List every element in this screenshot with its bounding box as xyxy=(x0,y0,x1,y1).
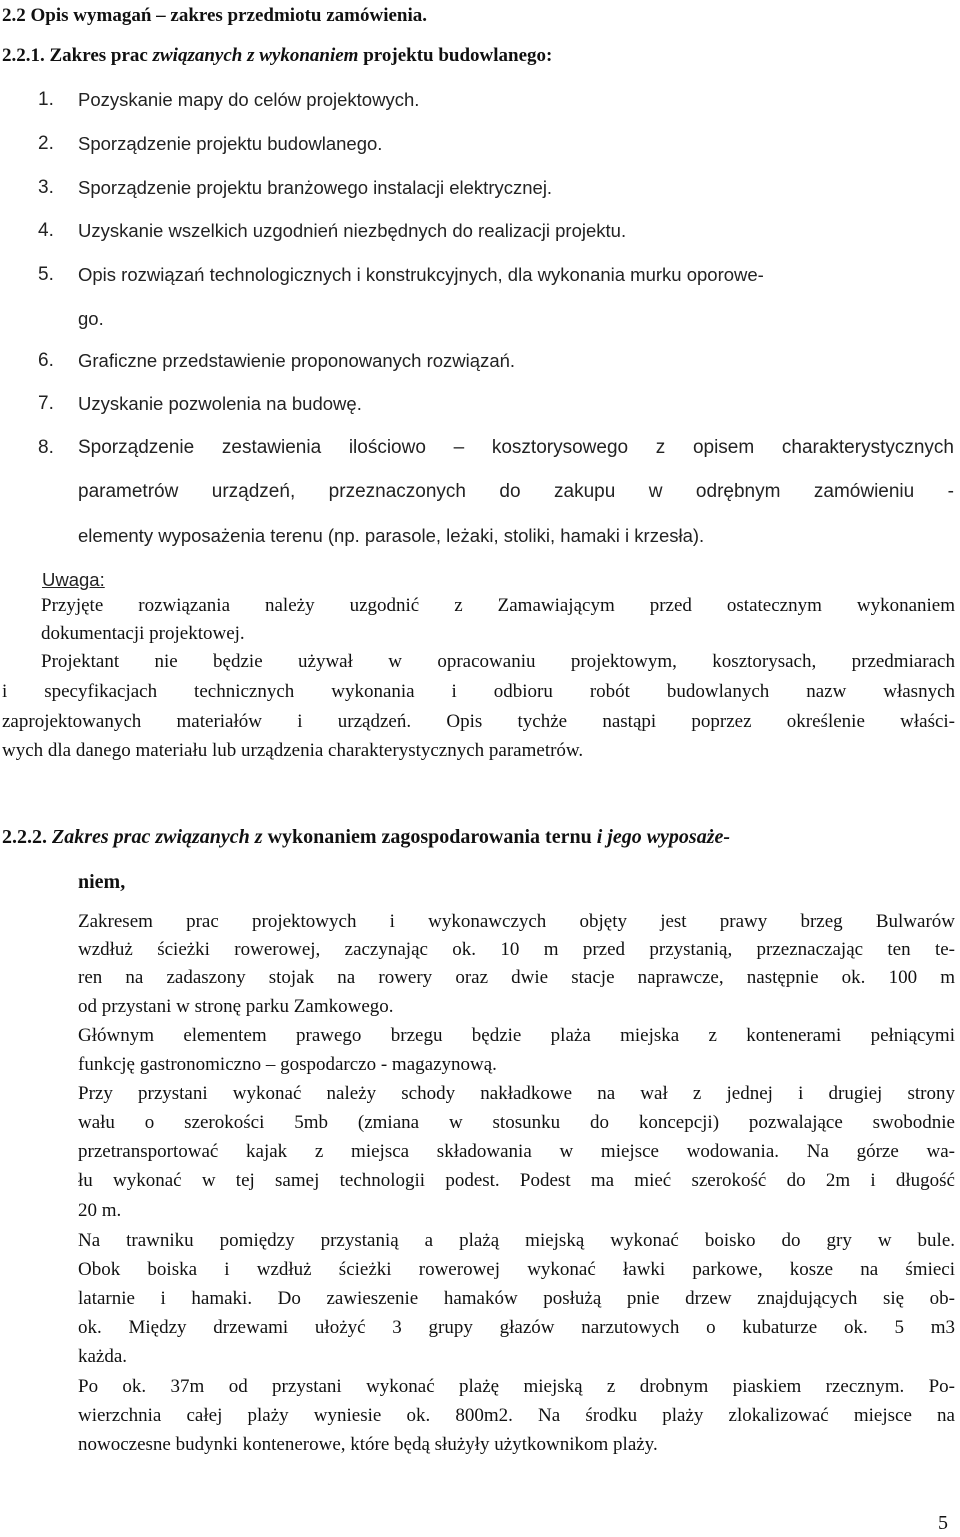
heading-number: 2.2.2. xyxy=(2,826,47,848)
note-line: Przyjęte rozwiązania należy uzgodnić z Zamawiającym przed ostatecznym wykonaniem xyxy=(41,595,955,616)
body-line: ok. Między drzewami ułożyć 3 grupy głazów narzutowych o kubaturze ok. 5 m3 xyxy=(78,1317,955,1338)
note-line: wych dla danego materiału lub urządzenia charakterystycznych parametrów. xyxy=(2,740,584,761)
body-line: Głównym elementem prawego brzegu będzie plaża miejska z kontenerami pełniącymi xyxy=(78,1025,955,1046)
note-label: Uwaga: xyxy=(42,569,105,590)
list-item: Uzyskanie wszelkich uzgodnień niezbędnych do realizacji projektu. xyxy=(78,220,627,241)
list-number: 1. xyxy=(38,89,54,110)
body-line: każda. xyxy=(78,1346,128,1367)
heading-text-2: projektu budowlanego: xyxy=(358,45,553,66)
heading-text-italic: i jego wyposaże- xyxy=(591,826,731,848)
body-line: nowoczesne budynki kontenerowe, które będą służyły użytkownikom plaży. xyxy=(78,1434,658,1455)
body-line: Przy przystani wykonać należy schody nakładkowe na wał z jednej i drugiej strony xyxy=(78,1083,955,1104)
section-heading-2-2: 2.2 Opis wymagań – zakres przedmiotu zamówienia. xyxy=(2,5,428,26)
list-item: Sporządzenie projektu branżowego instalacji elektrycznej. xyxy=(78,177,553,198)
body-line: Na trawniku pomiędzy przystanią a plażą miejską wykonać boisko do gry w bule. xyxy=(78,1230,955,1251)
note-line: zaprojektowanych materiałów i urządzeń. Opis tychże nastąpi poprzez określenie właści- xyxy=(2,711,955,732)
list-number: 2. xyxy=(38,133,54,154)
heading-text-bold: wykonaniem zagospodarowania ternu xyxy=(262,826,592,848)
list-number: 5. xyxy=(38,264,54,285)
body-line: przetransportować kajak z miejsca składowania w miejsce wodowania. Na górze wa- xyxy=(78,1141,955,1162)
body-line: latarnie i hamaki. Do zawieszenie hamaków posłużą pnie drzew znajdujących się ob- xyxy=(78,1288,955,1309)
body-line: ren na zadaszony stojak na rowery oraz dwie stacje naprawcze, następnie ok. 100 m xyxy=(78,967,955,988)
body-line: wału o szerokości 5mb (zmiana w stosunku do koncepcji) pozwalające swobodnie xyxy=(78,1112,955,1133)
body-line: funkcję gastronomiczno – gospodarczo - magazynową. xyxy=(78,1054,497,1075)
note-line: i specyfikacjach technicznych wykonania i odbioru robót budowlanych nazw własnych xyxy=(2,681,955,702)
list-item-continuation: elementy wyposażenia terenu (np. parasole, leżaki, stoliki, hamaki i krzesła). xyxy=(78,525,705,546)
list-number: 8. xyxy=(38,437,54,458)
heading-continuation: niem, xyxy=(78,871,126,893)
heading-text-italic: Zakres prac związanych z xyxy=(47,826,263,848)
body-line: Po ok. 37m od przystani wykonać plażę miejską z drobnym piaskiem rzecznym. Po- xyxy=(78,1376,955,1397)
heading-text-1: Zakres prac xyxy=(44,45,153,66)
list-number: 7. xyxy=(38,393,54,414)
list-item: Uzyskanie pozwolenia na budowę. xyxy=(78,393,362,414)
list-item-continuation: parametrów urządzeń, przeznaczonych do zakupu w odrębnym zamówieniu - xyxy=(78,481,954,502)
body-line: od przystani w stronę parku Zamkowego. xyxy=(78,996,394,1017)
body-line: Obok boiska i wzdłuż ścieżki rowerowej wykonać ławki parkowe, kosze na śmieci xyxy=(78,1259,955,1280)
list-item: Sporządzenie zestawienia ilościowo – kosztorysowego z opisem charakterystycznych xyxy=(78,437,954,458)
list-item: Pozyskanie mapy do celów projektowych. xyxy=(78,89,420,110)
list-number: 4. xyxy=(38,220,54,241)
body-line: wzdłuż ścieżki rowerowej, zaczynając ok. 10 m przed przystanią, przeznaczając ten te- xyxy=(78,939,955,960)
heading-text-italic: związanych z wykonaniem xyxy=(152,45,359,66)
body-line: Zakresem prac projektowych i wykonawczych objęty jest prawy brzeg Bulwarów xyxy=(78,911,955,932)
list-item: Graficzne przedstawienie proponowanych rozwiązań. xyxy=(78,350,516,371)
body-line: wierzchnia całej plaży wyniesie ok. 800m2. Na środku plaży zlokalizować miejsce na xyxy=(78,1405,955,1426)
note-line: dokumentacji projektowej. xyxy=(41,623,245,644)
body-line: 20 m. xyxy=(78,1200,122,1221)
note-line: Projektant nie będzie używał w opracowaniu projektowym, kosztorysach, przedmiarach xyxy=(41,651,955,672)
section-heading-2-2-1 xyxy=(2,44,552,68)
list-item-continuation: go. xyxy=(78,308,104,329)
page-number: 5 xyxy=(938,1512,948,1534)
heading-number: 2.2.1. xyxy=(2,45,45,66)
list-item: Opis rozwiązań technologicznych i konstrukcyjnych, dla wykonania murku oporowe- xyxy=(78,264,764,285)
list-number: 6. xyxy=(38,350,54,371)
body-line: łu wykonać w tej samej technologii podest. Podest ma mieć szerokość do 2m i długość xyxy=(78,1170,955,1191)
section-heading-2-2-2 xyxy=(2,825,730,849)
list-number: 3. xyxy=(38,177,54,198)
list-item: Sporządzenie projektu budowlanego. xyxy=(78,133,383,154)
